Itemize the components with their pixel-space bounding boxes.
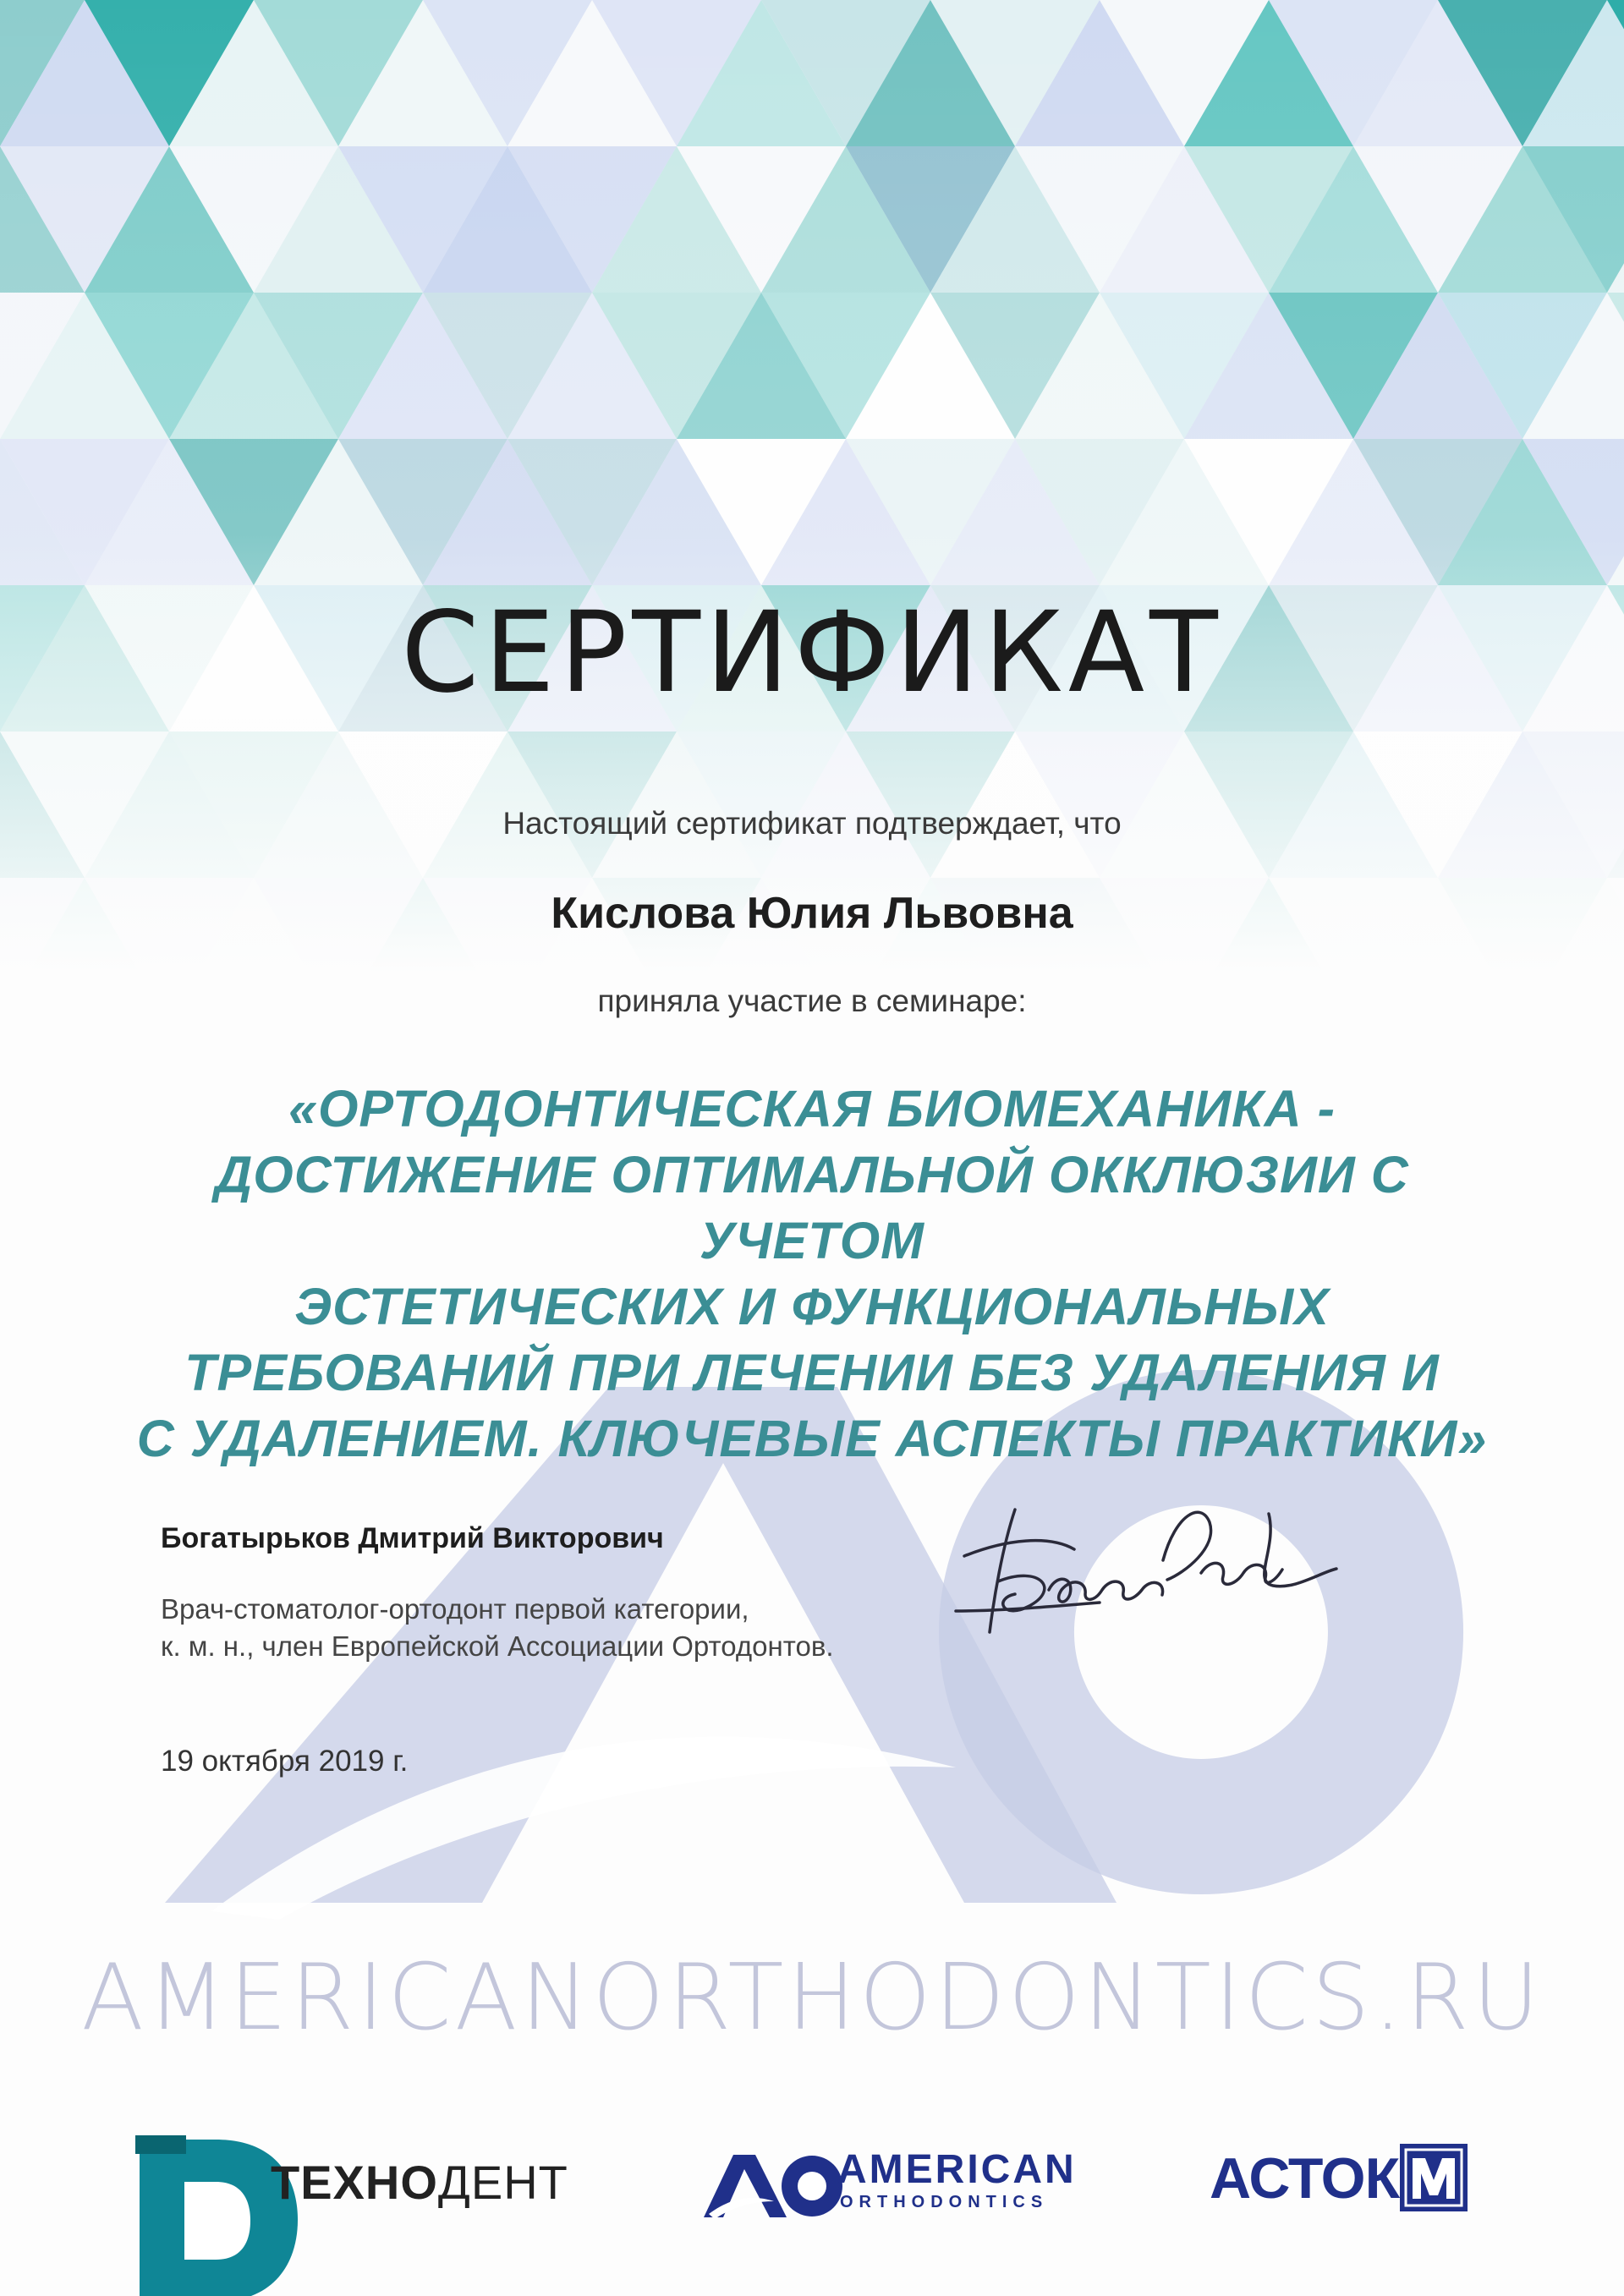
- seminar-title-line: ТРЕБОВАНИЙ ПРИ ЛЕЧЕНИИ БЕЗ УДАЛЕНИЯ И: [184, 1344, 1440, 1401]
- certificate-date: 19 октября 2019 г.: [161, 1745, 409, 1778]
- lecturer-name: Богатырьков Дмитрий Викторович: [161, 1522, 664, 1554]
- certificate-intro-text: Настоящий сертификат подтверждает, что: [502, 806, 1122, 841]
- website-url: AMERICANORTHODONTICS.RU: [81, 1945, 1543, 2051]
- lecturer-credentials-line: Врач-стоматолог-ортодонт первой категории,: [161, 1593, 749, 1625]
- certificate-title: СЕРТИФИКАТ: [401, 588, 1223, 718]
- seminar-title-line: ДОСТИЖЕНИЕ ОПТИМАЛЬНОЙ ОККЛЮЗИИ С УЧЕТОМ: [215, 1146, 1409, 1269]
- seminar-title-line: «ОРТОДОНТИЧЕСКАЯ БИОМЕХАНИКА -: [288, 1080, 1336, 1137]
- american-orthodontics-logo-word1: AMERICAN: [837, 2147, 1077, 2192]
- recipient-name: Кислова Юлия Львовна: [551, 889, 1073, 938]
- lecturer-credentials-line: к. м. н., член Европейской Ассоциации Ортодонтов.: [161, 1630, 834, 1662]
- astok-logo-text: АСТОК: [1210, 2146, 1400, 2211]
- technodent-logo-bold: ТЕХНО: [271, 2156, 438, 2209]
- participation-text: приняла участие в семинаре:: [597, 984, 1027, 1018]
- technodent-logo-rest: ДЕНТ: [437, 2156, 568, 2209]
- seminar-title-line: ЭСТЕТИЧЕСКИХ И ФУНКЦИОНАЛЬНЫХ: [294, 1278, 1330, 1335]
- american-orthodontics-logo-word2: ORTHODONTICS: [840, 2193, 1049, 2211]
- seminar-title-line: С УДАЛЕНИЕМ. КЛЮЧЕВЫЕ АСПЕКТЫ ПРАКТИКИ»: [136, 1410, 1488, 1467]
